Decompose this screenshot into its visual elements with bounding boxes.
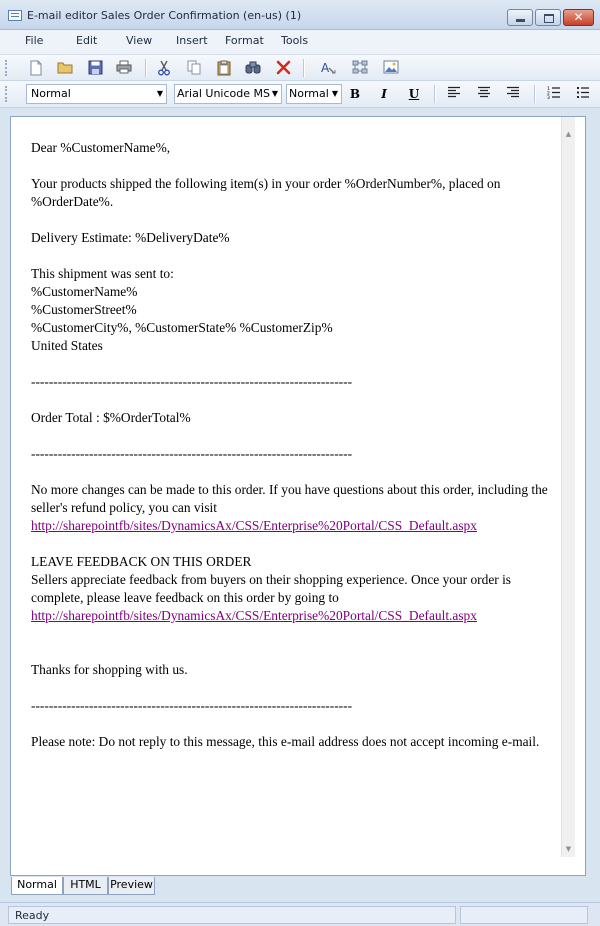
- align-right-icon[interactable]: [505, 86, 521, 102]
- order-total-line: Order Total : $%OrderTotal%: [31, 410, 191, 425]
- save-icon[interactable]: [87, 60, 103, 76]
- font-select-value: Arial Unicode MS: [177, 87, 270, 100]
- menu-file[interactable]: File: [25, 34, 44, 47]
- feedback-link[interactable]: http://sharepointfb/sites/DynamicsAx/CSS/Enterprise%20Portal/CSS_Default.aspx: [31, 608, 477, 623]
- minimize-button[interactable]: [507, 9, 533, 26]
- email-body[interactable]: [31, 139, 561, 751]
- italic-button[interactable]: I: [381, 87, 387, 101]
- underline-button[interactable]: U: [408, 87, 420, 101]
- shipped-line: Your products shipped the following item(s) in your order %OrderNumber%, placed on %OrderDate%.: [31, 176, 501, 209]
- find-icon[interactable]: [245, 60, 261, 76]
- copy-icon[interactable]: [186, 60, 202, 76]
- insert-image-icon[interactable]: [383, 60, 399, 76]
- open-folder-icon[interactable]: [57, 60, 73, 76]
- feedback-heading: LEAVE FEEDBACK ON THIS ORDER: [31, 554, 252, 569]
- tab-normal[interactable]: Normal: [11, 877, 63, 895]
- status-pane-secondary: [460, 906, 588, 924]
- address-line: United States: [31, 338, 103, 353]
- chevron-down-icon: ▼: [156, 89, 163, 98]
- minimize-icon: [516, 19, 525, 22]
- sent-to-line: This shipment was sent to:: [31, 266, 174, 281]
- menu-tools[interactable]: Tools: [281, 34, 309, 47]
- toolbar-grip[interactable]: [5, 86, 10, 102]
- close-icon: ✕: [573, 10, 584, 24]
- window-title: E-mail editor Sales Order Confirmation (en-us) (1): [27, 9, 302, 22]
- style-select-value: Normal: [31, 87, 71, 100]
- chevron-down-icon: ▼: [330, 85, 338, 103]
- style-select[interactable]: [26, 84, 167, 104]
- status-text: Ready: [15, 909, 50, 922]
- status-bar: [0, 902, 600, 926]
- toolbar-separator: [434, 85, 436, 103]
- divider-line: ------------------------------------------------------------------------: [31, 698, 353, 713]
- delete-icon[interactable]: [275, 60, 291, 76]
- note-paragraph: Please note: Do not reply to this message, this e-mail address does not accept incoming e-mail.: [31, 734, 540, 749]
- toolbar-separator: [303, 59, 305, 77]
- svg-text:2: 2: [547, 91, 550, 97]
- menu-bar: [0, 30, 600, 54]
- address-line: %CustomerStreet%: [31, 302, 137, 317]
- menu-edit[interactable]: Edit: [76, 34, 98, 47]
- new-document-icon[interactable]: [28, 60, 44, 76]
- paste-icon[interactable]: [216, 60, 232, 76]
- font-size-select[interactable]: [286, 84, 342, 104]
- bullet-list-icon[interactable]: [575, 86, 591, 102]
- no-changes-paragraph: No more changes can be made to this order. If you have questions about this order, including the seller's refund policy, you can visit: [31, 482, 548, 515]
- font-select[interactable]: [174, 84, 282, 104]
- address-line: %CustomerCity%, %CustomerState% %CustomerZip%: [31, 320, 333, 335]
- divider-line: ------------------------------------------------------------------------: [31, 446, 353, 461]
- cut-icon[interactable]: [156, 60, 172, 76]
- align-center-icon[interactable]: [476, 86, 492, 102]
- greeting-line: Dear %CustomerName%,: [31, 140, 171, 155]
- menu-view[interactable]: View: [126, 34, 153, 47]
- document-editor[interactable]: [10, 116, 586, 876]
- toolbar-grip[interactable]: [5, 60, 10, 76]
- toolbar-separator: [534, 85, 536, 103]
- svg-text:3: 3: [547, 96, 550, 99]
- print-icon[interactable]: [116, 60, 132, 76]
- toolbar-separator: [145, 59, 147, 77]
- status-pane-main: [8, 906, 456, 924]
- scroll-down-icon[interactable]: ▼: [565, 845, 572, 853]
- scroll-up-icon[interactable]: ▲: [565, 130, 572, 138]
- align-left-icon[interactable]: [446, 86, 462, 102]
- app-window-icon: [8, 10, 22, 21]
- feedback-paragraph: Sellers appreciate feedback from buyers on their shopping experience. Once your order is complete, please leave feedback on this order by going to: [31, 572, 512, 605]
- maximize-button[interactable]: [535, 9, 561, 26]
- menu-insert[interactable]: Insert: [176, 34, 208, 47]
- formatting-toolbar: [0, 81, 600, 108]
- font-size-select-value: Normal: [289, 87, 329, 100]
- svg-text:1: 1: [547, 87, 550, 92]
- tab-html[interactable]: HTML: [63, 877, 108, 895]
- standard-toolbar: [0, 54, 600, 81]
- hyperlink-icon[interactable]: [320, 60, 336, 76]
- address-line: %CustomerName%: [31, 284, 138, 299]
- bold-button[interactable]: B: [349, 87, 361, 101]
- menu-format[interactable]: Format: [225, 34, 264, 47]
- insert-field-icon[interactable]: [352, 60, 368, 76]
- delivery-estimate-line: Delivery Estimate: %DeliveryDate%: [31, 230, 230, 245]
- vertical-scrollbar[interactable]: [561, 117, 575, 857]
- chevron-down-icon: ▼: [270, 85, 278, 103]
- numbered-list-icon[interactable]: [546, 86, 562, 102]
- title-bar: [0, 0, 600, 30]
- thanks-line: Thanks for shopping with us.: [31, 662, 188, 677]
- close-button[interactable]: [563, 9, 594, 26]
- maximize-icon: [544, 14, 554, 23]
- divider-line: ------------------------------------------------------------------------: [31, 374, 353, 389]
- tab-preview[interactable]: Preview: [108, 877, 155, 895]
- refund-policy-link[interactable]: http://sharepointfb/sites/DynamicsAx/CSS/Enterprise%20Portal/CSS_Default.aspx: [31, 518, 477, 533]
- svg-text:A: A: [321, 61, 330, 75]
